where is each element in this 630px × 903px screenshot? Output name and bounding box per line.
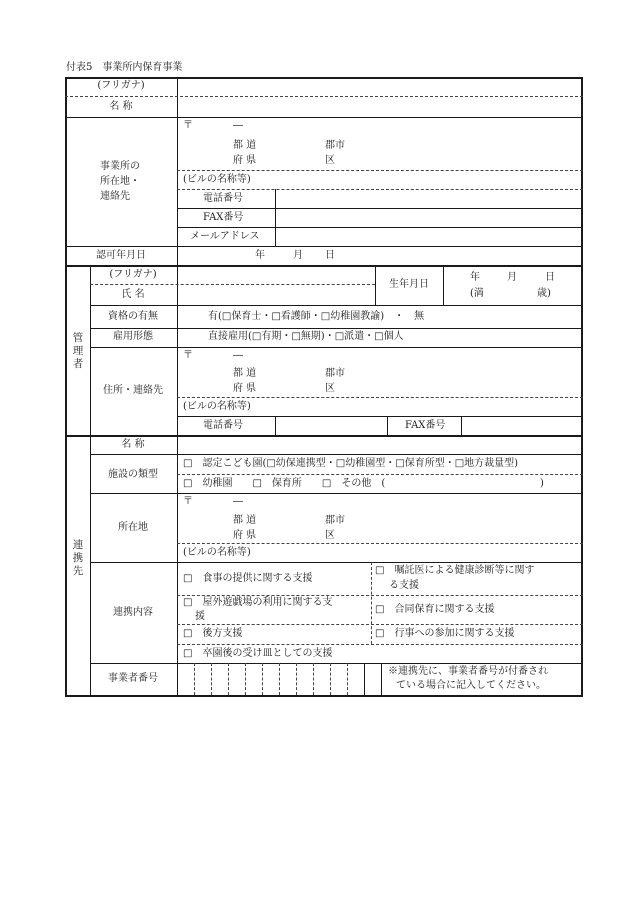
partner-type-row-2: □ 幼稚園 □ 保育所 □ その他 ( xyxy=(183,478,386,489)
partner-type-row-1: □ 認定こども園(□幼保連携型・□幼稚園型・□保育所型・□地方裁量型) xyxy=(183,458,519,469)
table-rule xyxy=(90,663,583,664)
manager-age-close: 歳) xyxy=(537,288,551,299)
partner-postal-dash: ― xyxy=(233,496,243,507)
approval-year: 年 xyxy=(255,250,265,261)
approval-date-label: 認可年月日 xyxy=(96,250,146,261)
manager-birth-day: 日 xyxy=(545,272,555,283)
partner-postal-mark: 〒 xyxy=(183,496,193,507)
manager-postal-dash: ― xyxy=(233,350,243,361)
table-rule xyxy=(177,624,583,625)
facility-furigana-label: (フリガナ) xyxy=(97,80,145,91)
table-rule xyxy=(65,265,583,267)
support-joint: □ 合同保育に関する支援 xyxy=(375,604,495,615)
manager-building-label: (ビルの名称等) xyxy=(183,401,251,412)
table-rule xyxy=(461,416,462,435)
manager-fax-label: FAX番号 xyxy=(405,420,446,431)
partner-type-row-2-close: ) xyxy=(540,478,544,489)
facility-address-label-3: 連絡先 xyxy=(100,191,130,202)
facility-address-label-2: 所在地・ xyxy=(100,176,140,187)
document-title: 付表5 事業所内保育事業 xyxy=(66,62,183,73)
facility-fuken: 府 県 xyxy=(233,155,257,166)
table-rule xyxy=(443,265,444,305)
approval-month: 月 xyxy=(293,250,303,261)
table-rule xyxy=(245,663,246,695)
manager-gunshi: 郡市 xyxy=(325,368,345,379)
table-rule xyxy=(65,435,583,437)
manager-employment-value: 直接雇用(□有期・□無期)・□派遣・□個人 xyxy=(208,331,404,342)
partner-content-label: 連携内容 xyxy=(113,607,153,618)
business-number-note-1: ※連携先に、事業者番号が付番され xyxy=(388,666,548,677)
table-rule xyxy=(330,663,331,695)
table-rule xyxy=(262,663,263,695)
support-event: □ 行事への参加に関する支援 xyxy=(375,628,515,639)
facility-fax-label: FAX番号 xyxy=(203,212,244,223)
manager-phone-label: 電話番号 xyxy=(203,420,243,431)
manager-qual-value: 有(□保育士・□看護師・□幼稚園教諭) ・ 無 xyxy=(208,311,425,322)
table-rule xyxy=(90,305,583,306)
support-yard-line-1: □ 屋外遊戯場の利用に関する支 xyxy=(183,597,333,608)
facility-todo: 都 道 xyxy=(233,140,257,151)
application-form xyxy=(65,77,583,697)
partner-section-label: 連 携 先 xyxy=(72,539,84,577)
manager-birth-year: 年 xyxy=(470,272,480,283)
facility-phone-label: 電話番号 xyxy=(203,193,243,204)
manager-fuken: 府 県 xyxy=(233,383,257,394)
facility-gunshi: 郡市 xyxy=(325,140,345,151)
approval-day: 日 xyxy=(325,250,335,261)
table-rule xyxy=(177,416,583,417)
manager-birth-label: 生年月日 xyxy=(389,279,429,290)
table-rule xyxy=(296,663,297,695)
manager-ku: 区 xyxy=(325,383,335,394)
support-graduate: □ 卒園後の受け皿としての支援 xyxy=(183,648,333,659)
partner-name-label: 名 称 xyxy=(121,439,145,450)
table-rule xyxy=(211,663,212,695)
partner-fuken: 府 県 xyxy=(233,530,257,541)
table-rule xyxy=(177,474,583,475)
manager-employment-label: 雇用形態 xyxy=(113,331,153,342)
manager-qual-label: 資格の有無 xyxy=(108,311,158,322)
partner-building-label: (ビルの名称等) xyxy=(183,547,251,558)
partner-gunshi: 郡市 xyxy=(325,515,345,526)
facility-email-label: メールアドレス xyxy=(190,231,260,242)
table-rule xyxy=(313,663,314,695)
table-rule xyxy=(177,644,583,645)
facility-ku: 区 xyxy=(325,155,335,166)
table-rule xyxy=(279,663,280,695)
form-border-bottom xyxy=(65,695,583,697)
table-rule xyxy=(177,170,583,171)
facility-postal-dash: ― xyxy=(233,120,243,131)
table-rule xyxy=(371,562,372,644)
support-backup: □ 後方支援 xyxy=(183,628,243,639)
manager-birth-month: 月 xyxy=(507,272,517,283)
table-rule xyxy=(375,265,376,305)
support-doctor-line-2: る支援 xyxy=(389,580,419,591)
manager-postal-mark: 〒 xyxy=(183,350,193,361)
facility-name-label: 名 称 xyxy=(109,101,133,112)
section-column-divider xyxy=(90,265,91,695)
manager-todo: 都 道 xyxy=(233,368,257,379)
table-rule xyxy=(65,96,583,97)
table-rule xyxy=(90,284,375,285)
table-rule xyxy=(90,562,583,563)
partner-todo: 都 道 xyxy=(233,515,257,526)
table-rule xyxy=(65,246,583,247)
table-rule xyxy=(177,227,583,228)
table-rule xyxy=(347,663,348,695)
form-border-left xyxy=(65,77,67,697)
partner-type-label: 施設の類型 xyxy=(108,469,158,480)
support-doctor-line-1: □ 嘱託医による健康診断等に関す xyxy=(375,565,535,576)
table-rule xyxy=(228,663,229,695)
manager-name-label: 氏 名 xyxy=(121,289,145,300)
facility-address-label-1: 事業所の xyxy=(100,161,140,172)
table-rule xyxy=(364,663,365,695)
table-rule xyxy=(177,595,583,596)
business-number-label: 事業者番号 xyxy=(108,673,158,684)
manager-age-open: (満 xyxy=(470,288,484,299)
table-rule xyxy=(275,416,276,435)
form-border-top xyxy=(65,77,583,79)
partner-location-label: 所在地 xyxy=(118,522,148,533)
facility-building-label: (ビルの名称等) xyxy=(183,174,251,185)
business-number-note-2: ている場合に記入してください。 xyxy=(396,680,546,691)
facility-postal-mark: 〒 xyxy=(183,120,193,131)
table-rule xyxy=(177,543,583,544)
table-rule xyxy=(65,117,583,118)
table-rule xyxy=(177,189,583,190)
table-rule xyxy=(194,663,195,695)
table-rule xyxy=(90,328,583,329)
table-rule xyxy=(177,208,583,209)
support-meal: □ 食事の提供に関する支援 xyxy=(183,573,313,584)
partner-ku: 区 xyxy=(325,530,335,541)
table-rule xyxy=(90,347,583,348)
table-rule xyxy=(381,663,382,695)
table-rule xyxy=(387,416,388,435)
manager-furigana-label: (フリガナ) xyxy=(109,269,157,280)
manager-address-label: 住所・連絡先 xyxy=(103,385,163,396)
table-rule xyxy=(177,397,583,398)
manager-section-label: 管 理 者 xyxy=(72,332,84,370)
support-yard-line-2: 援 xyxy=(195,611,205,622)
table-rule xyxy=(275,189,276,246)
table-rule xyxy=(90,454,583,455)
table-rule xyxy=(90,493,583,494)
